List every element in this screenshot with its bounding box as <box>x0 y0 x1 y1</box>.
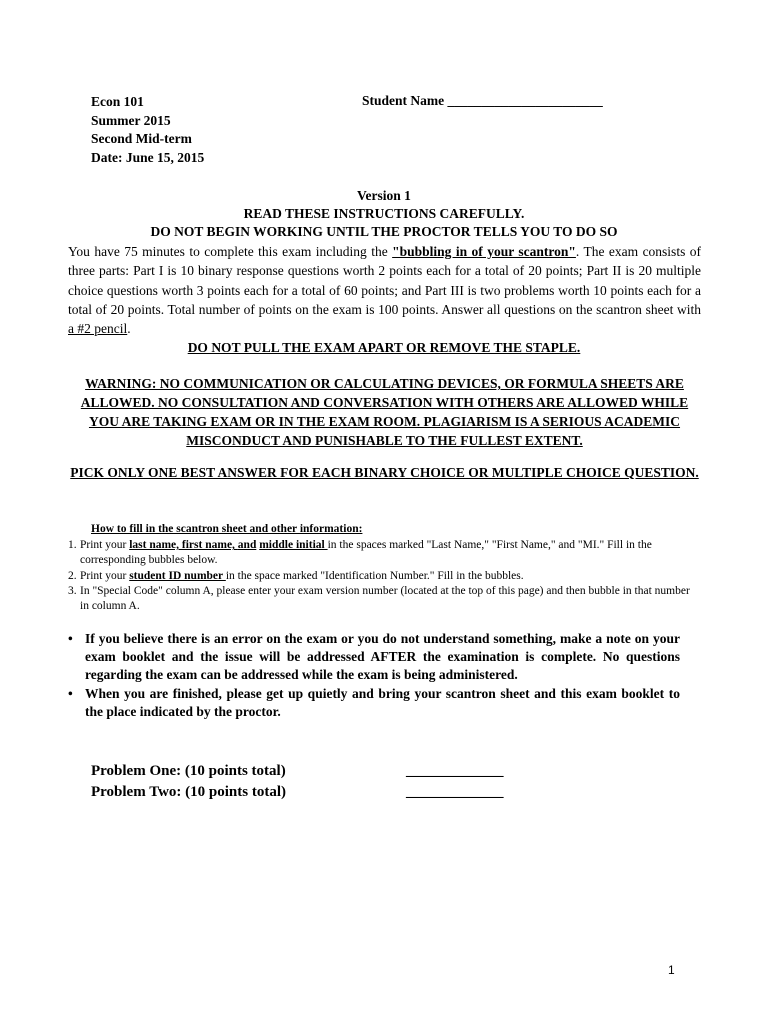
problem-two-score-blank: _____________ <box>406 784 504 800</box>
howto-title: How to fill in the scantron sheet and other information: <box>91 523 363 535</box>
step-number: 1. <box>68 539 77 551</box>
bullet-text: If you believe there is an error on the exam or you do not understand something, make a note on your exam booklet and the issue will be addressed AFTER the examination is complete. No questions regarding the exam can be addressed while the exam is being administered. <box>85 631 680 683</box>
step-number: 3. <box>68 584 77 597</box>
step-number: 2. <box>68 569 77 582</box>
list-item <box>68 569 700 584</box>
page-number: 1 <box>668 963 675 977</box>
problem-one-score-blank: _____________ <box>406 763 504 779</box>
version-label: Version 1 <box>357 188 411 203</box>
bullet-icon: • <box>68 685 73 701</box>
instructions-title: READ THESE INSTRUCTIONS CAREFULLY. <box>243 206 525 221</box>
bullet-text: When you are finished, please get up quietly and bring your scantron sheet and this exam booklet to the place indicated by the proctor. <box>85 685 680 719</box>
step-text: in the spaces marked "Last Name," "First Name," and "MI." Fill in the corresponding bubbles below. <box>80 539 652 567</box>
list-item <box>68 685 680 721</box>
exam-date: Date: June 15, 2015 <box>91 149 205 165</box>
exam-header <box>91 93 204 167</box>
pencil-emphasis: a #2 pencil <box>68 321 128 337</box>
student-name-field[interactable]: Student Name _______________________ <box>362 93 603 108</box>
warning-notice: WARNING: NO COMMUNICATION OR CALCULATING DEVICES, OR FORMULA SHEETS ARE ALLOWED. NO CONSULTATION AND CONVERSATION WITH OTHERS ARE ALLOWED WHILE YOU ARE TAKING EXAM OR IN THE EXAM ROOM. PLAGIARISM IS A SERIOUS ACADEMIC MISCONDUCT AND PUNISHABLE TO THE FULLEST EXTENT. <box>80 376 689 448</box>
no-pull-notice: DO NOT PULL THE EXAM APART OR REMOVE THE STAPLE. <box>187 340 581 355</box>
problem-two-label: Problem Two: (10 points total) <box>91 784 286 800</box>
pick-one-notice: PICK ONLY ONE BEST ANSWER FOR EACH BINARY CHOICE OR MULTIPLE CHOICE QUESTION. <box>70 465 699 480</box>
course-name: Econ 101 <box>91 94 144 109</box>
no-begin-notice: DO NOT BEGIN WORKING UNTIL THE PROCTOR TELLS YOU TO DO SO <box>150 224 618 239</box>
intro-text-2: . The exam consists of three parts: Part I is 10 binary response questions worth 2 points each for a total of 20 points; Part II is 20 multiple choice questions worth 3 points each for a total of 60 points; and Part III is two problems worth 10 points each for a total of 20 points. Total number of points on the exam is 100 points. Answer all questions on the scantron sheet with <box>68 244 701 317</box>
bullet-list <box>68 630 680 721</box>
step-emphasis: student ID number <box>129 569 226 582</box>
problem-score-blanks <box>406 761 504 803</box>
term: Summer 2015 <box>91 112 171 128</box>
intro-text-1: You have 75 minutes to complete this exam including the <box>68 244 393 259</box>
step-emphasis: last name, first name, <box>129 539 238 551</box>
list-item <box>68 630 680 685</box>
bullet-icon: • <box>68 631 73 646</box>
scantron-steps <box>68 538 700 614</box>
exam-name: Second Mid-term <box>91 131 192 146</box>
step-text: Print your <box>80 539 130 551</box>
list-item <box>68 584 700 615</box>
list-item <box>68 538 700 569</box>
step-emphasis: middle initial <box>259 539 328 551</box>
problem-score-labels <box>91 761 286 803</box>
step-text: Print your <box>80 569 130 582</box>
intro-paragraph <box>68 242 701 338</box>
problem-one-label: Problem One: (10 points total) <box>91 763 286 779</box>
step-text: In "Special Code" column A, please enter your exam version number (located at the top of this page) and then bubble in that number in column A. <box>80 584 690 613</box>
bubbling-emphasis: "bubbling in of your scantron" <box>392 244 576 259</box>
step-emphasis: and <box>237 539 257 551</box>
intro-text-3: . <box>127 321 131 337</box>
step-text: in the space marked "Identification Number." Fill in the bubbles. <box>225 569 524 582</box>
